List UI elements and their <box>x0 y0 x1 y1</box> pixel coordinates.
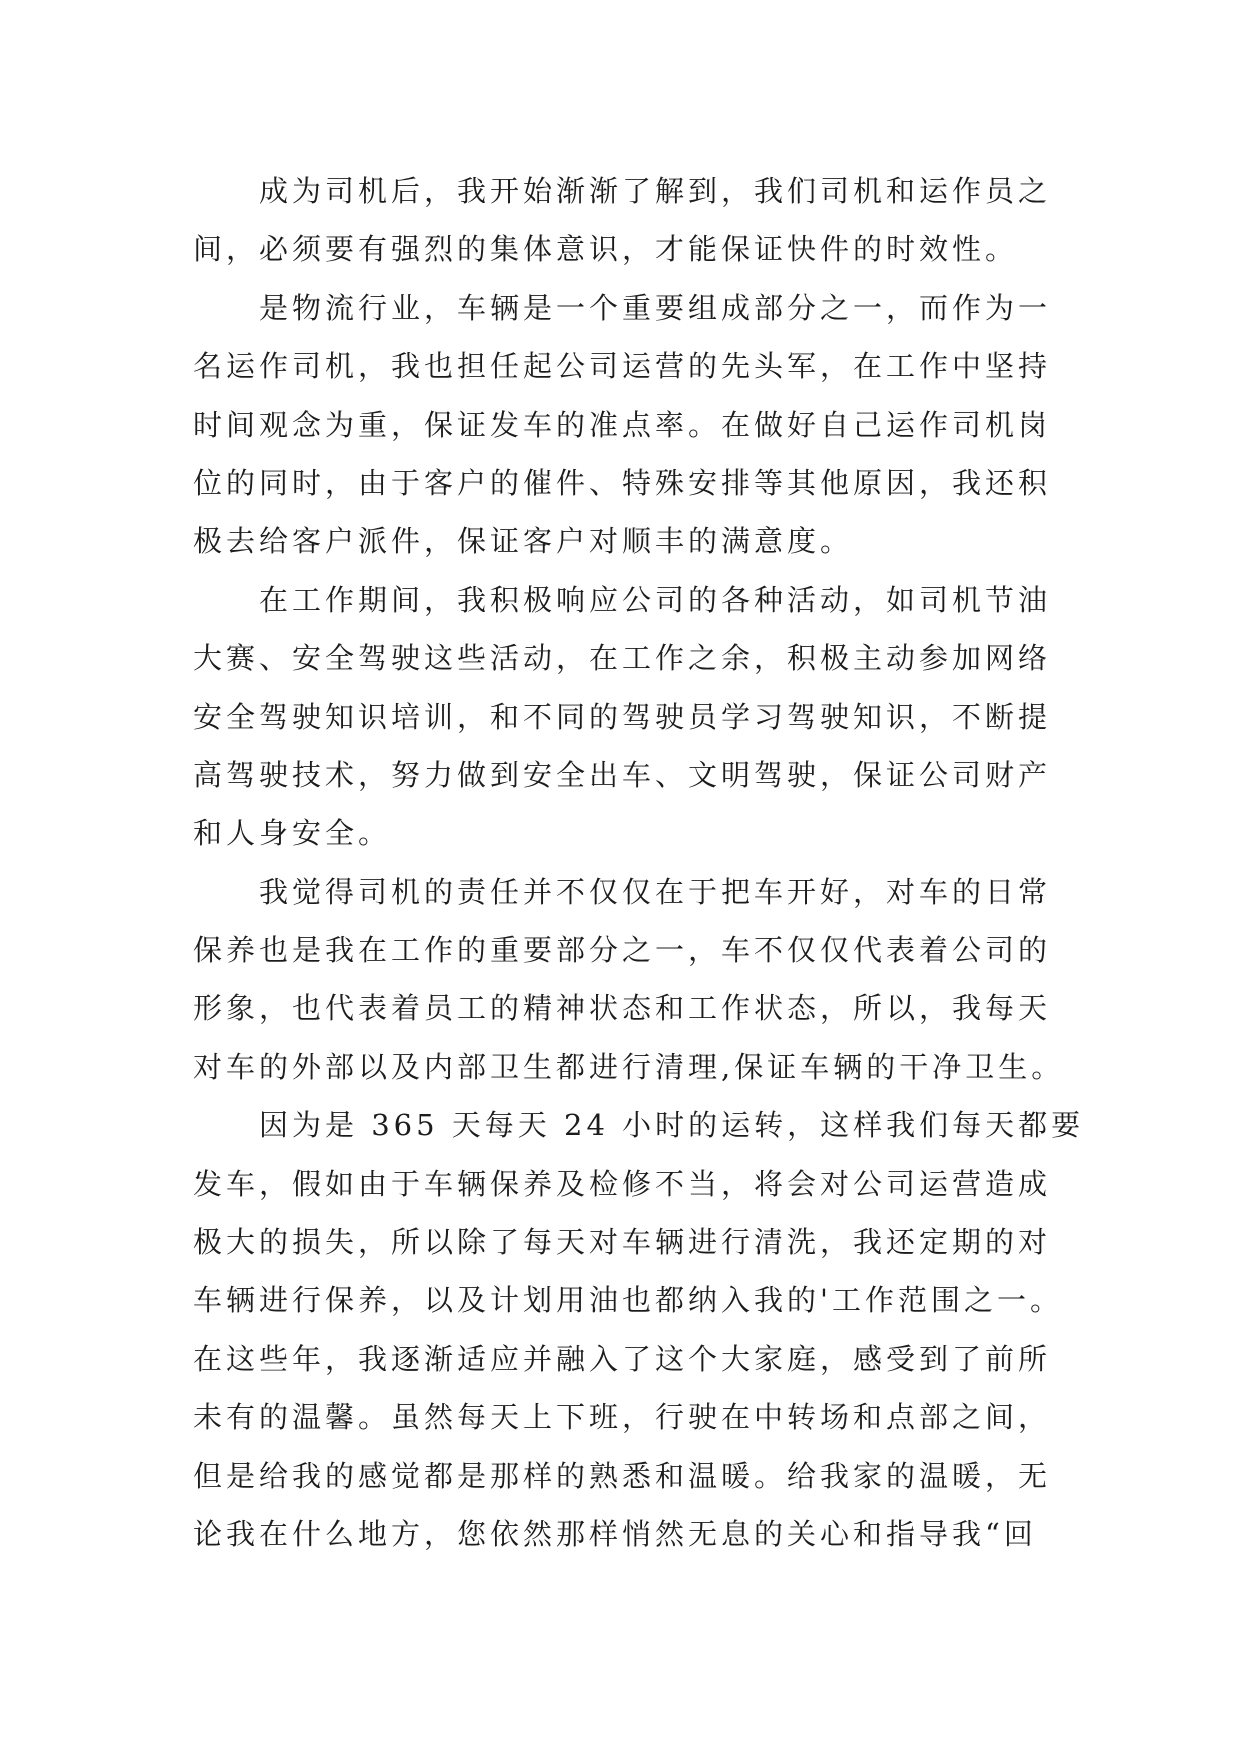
paragraph-1-line-2: 间，必须要有强烈的集体意识，才能保证快件的时效性。 <box>193 232 1019 267</box>
paragraph-2-line-3: 时间观念为重，保证发车的准点率。在做好自己运作司机岗 <box>193 407 1052 442</box>
paragraph-3-line-1: 在工作期间，我积极响应公司的各种活动，如司机节油 <box>259 582 1052 617</box>
paragraph-2-line-1: 是物流行业，车辆是一个重要组成部分之一，而作为一 <box>259 290 1052 325</box>
paragraph-5-line-5: 在这些年，我逐渐适应并融入了这个大家庭，感受到了前所 <box>193 1341 1052 1376</box>
paragraph-2-line-2: 名运作司机，我也担任起公司运营的先头军，在工作中坚持 <box>193 349 1052 384</box>
paragraph-1-line-1: 成为司机后，我开始渐渐了解到，我们司机和运作员之 <box>259 174 1052 208</box>
paragraph-5-line-1: 因为是 365 天每天 24 小时的运转，这样我们每天都要 <box>259 1108 1085 1143</box>
paragraph-5-line-4: 车辆进行保养，以及计划用油也都纳入我的'工作范围之一。 <box>193 1283 1063 1318</box>
paragraph-3-line-2: 大赛、安全驾驶这些活动，在工作之余，积极主动参加网络 <box>193 641 1052 676</box>
paragraph-2-line-4: 位的同时，由于客户的催件、特殊安排等其他原因，我还积 <box>193 465 1052 500</box>
paragraph-5-line-6: 未有的温馨。虽然每天上下班，行驶在中转场和点部之间， <box>193 1400 1052 1435</box>
paragraph-3-line-5: 和人身安全。 <box>193 816 392 851</box>
paragraph-4-line-4: 对车的外部以及内部卫生都进行清理,保证车辆的干净卫生。 <box>193 1049 1065 1084</box>
document-body <box>193 162 1085 1563</box>
paragraph-5-line-2: 发车，假如由于车辆保养及检修不当，将会对公司运营造成 <box>193 1166 1052 1201</box>
paragraph-4-line-3: 形象，也代表着员工的精神状态和工作状态，所以，我每天 <box>193 991 1052 1026</box>
paragraph-5-line-8: 论我在什么地方，您依然那样悄然无息的关心和指导我“回 <box>193 1516 1037 1551</box>
paragraph-3-line-4: 高驾驶技术，努力做到安全出车、文明驾驶，保证公司财产 <box>193 757 1052 792</box>
paragraph-5-line-7: 但是给我的感觉都是那样的熟悉和温暖。给我家的温暖，无 <box>193 1458 1052 1493</box>
paragraph-4-line-2: 保养也是我在工作的重要部分之一，车不仅仅代表着公司的 <box>193 933 1052 968</box>
paragraph-5-line-3: 极大的损失，所以除了每天对车辆进行清洗，我还定期的对 <box>193 1225 1052 1260</box>
paragraph-2-line-5: 极去给客户派件，保证客户对顺丰的满意度。 <box>193 524 854 559</box>
paragraph-3-line-3: 安全驾驶知识培训，和不同的驾驶员学习驾驶知识，不断提 <box>193 699 1052 734</box>
paragraph-4-line-1: 我觉得司机的责任并不仅仅在于把车开好，对车的日常 <box>259 874 1052 909</box>
